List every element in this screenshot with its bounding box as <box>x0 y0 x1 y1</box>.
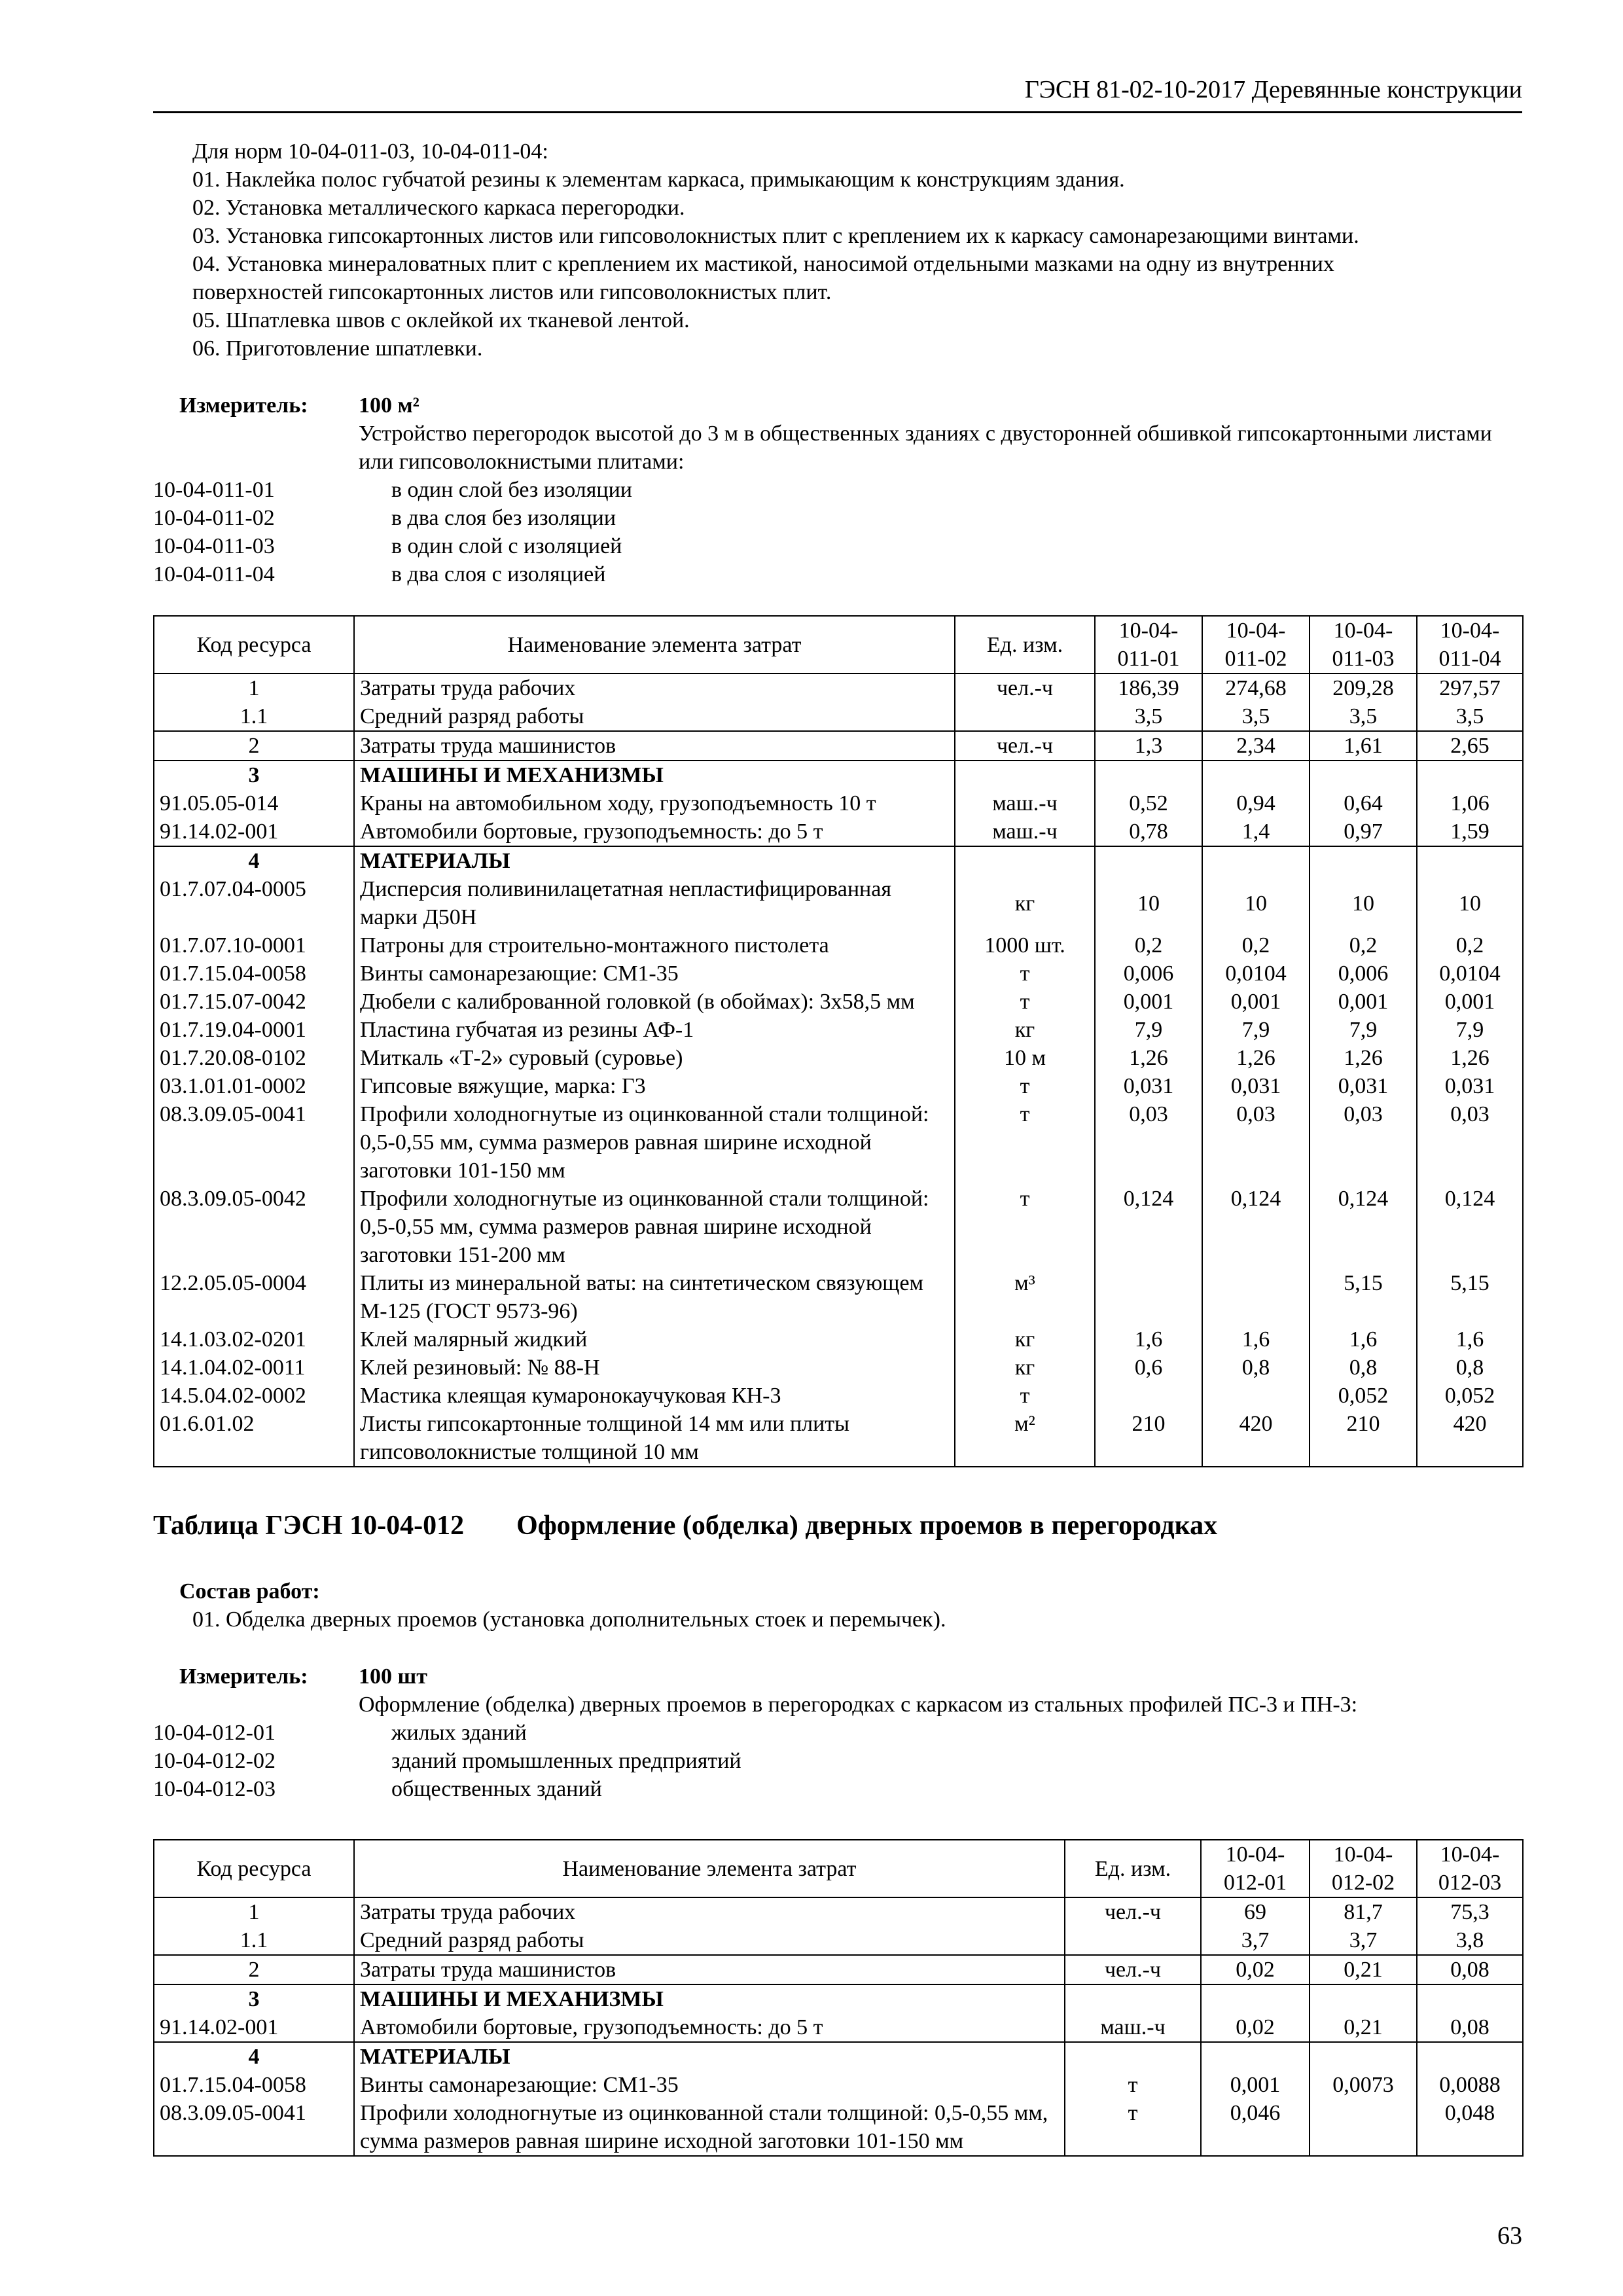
cell-resource-code: 01.7.07.10-0001 <box>154 931 354 960</box>
cell-value: 0,03 <box>1202 1100 1310 1185</box>
cell-value: 7,9 <box>1310 1016 1417 1044</box>
cell-resource-name: Профили холодногнутые из оцинкованной стали толщиной: 0,5-0,55 мм, сумма размеров равная ширине исходной заготовки 151-200 мм <box>354 1185 955 1269</box>
cell-resource-code: 14.5.04.02-0002 <box>154 1382 354 1410</box>
cell-resource-name: Затраты труда рабочих <box>354 1897 1065 1926</box>
meter-value: 100 шт <box>359 1664 427 1689</box>
table-row <box>154 1100 1523 1185</box>
cell-value: 297,57 <box>1417 673 1523 702</box>
cell-resource-name: Патроны для строительно-монтажного пистолета <box>354 931 955 960</box>
norm-code-row <box>153 560 1522 588</box>
cell-value <box>1417 761 1523 789</box>
cell-value: 186,39 <box>1095 673 1202 702</box>
cell-unit: т <box>955 1382 1095 1410</box>
cell-value: 0,21 <box>1310 1955 1417 1984</box>
cell-resource-name: Мастика клеящая кумаронокаучуковая КН-3 <box>354 1382 955 1410</box>
cell-resource-code: 14.1.03.02-0201 <box>154 1325 354 1354</box>
cell-unit: 1000 шт. <box>955 931 1095 960</box>
cell-unit: кг <box>955 1325 1095 1354</box>
table-row <box>154 1016 1523 1044</box>
cell-value <box>1310 1984 1417 2013</box>
cell-value: 1,59 <box>1417 817 1523 846</box>
cell-resource-code: 01.7.19.04-0001 <box>154 1016 354 1044</box>
table-row <box>154 731 1523 761</box>
table-row <box>154 1044 1523 1072</box>
cell-resource-code: 3 <box>154 761 354 789</box>
cell-value: 1,6 <box>1417 1325 1523 1354</box>
table-row <box>154 702 1523 731</box>
cell-resource-code: 08.3.09.05-0041 <box>154 1100 354 1185</box>
norm-code: 10-04-012-03 <box>153 1777 276 1801</box>
cell-resource-code: 3 <box>154 1984 354 2013</box>
cell-unit: т <box>1065 2071 1201 2099</box>
table-row <box>154 817 1523 846</box>
cell-value: 3,5 <box>1095 702 1202 731</box>
cell-value: 274,68 <box>1202 673 1310 702</box>
t2-sostav-block <box>153 1577 1522 1634</box>
cell-resource-name: Винты самонарезающие: СМ1-35 <box>354 960 955 988</box>
cell-value: 0,001 <box>1202 988 1310 1016</box>
cell-value: 10 <box>1095 875 1202 931</box>
table2-title <box>153 1512 1217 1540</box>
cell-value: 0,124 <box>1310 1185 1417 1269</box>
cell-value: 1,3 <box>1095 731 1202 761</box>
cell-unit <box>955 761 1095 789</box>
col-header-norm: 10-04-011-02 <box>1202 616 1310 673</box>
cell-value: 0,052 <box>1310 1382 1417 1410</box>
cell-resource-code: 4 <box>154 846 354 875</box>
cell-unit: кг <box>955 1016 1095 1044</box>
cell-unit: маш.-ч <box>955 789 1095 817</box>
cell-unit: чел.-ч <box>1065 1955 1201 1984</box>
cell-value <box>1417 2042 1523 2071</box>
cell-resource-code: 1 <box>154 1897 354 1926</box>
norm-desc: в один слой с изоляцией <box>391 534 622 558</box>
cell-value: 10 <box>1310 875 1417 931</box>
cell-resource-code: 1 <box>154 673 354 702</box>
cell-value: 5,15 <box>1310 1269 1417 1325</box>
sostav-item: 01. Обделка дверных проемов (установка дополнительных стоек и перемычек). <box>192 1607 946 1632</box>
cell-resource-code: 2 <box>154 1955 354 1984</box>
cell-value: 7,9 <box>1417 1016 1523 1044</box>
work-item: поверхностей гипсокартонных листов или гипсоволокнистых плит. <box>192 280 832 304</box>
cell-value <box>1310 846 1417 875</box>
cell-value: 0,031 <box>1417 1072 1523 1100</box>
cell-value: 1,26 <box>1417 1044 1523 1072</box>
cell-value <box>1095 846 1202 875</box>
cell-value: 0,2 <box>1417 931 1523 960</box>
cell-value: 0,02 <box>1201 1955 1310 1984</box>
table-row <box>154 960 1523 988</box>
cell-resource-name: Клей резиновый: № 88-Н <box>354 1354 955 1382</box>
cell-value: 210 <box>1095 1410 1202 1467</box>
cell-resource-name: Автомобили бортовые, грузоподъемность: до 5 т <box>354 2013 1065 2042</box>
table-row <box>154 1926 1523 1955</box>
cell-resource-name: Профили холодногнутые из оцинкованной стали толщиной: 0,5-0,55 мм, сумма размеров равная ширине исходной заготовки 101-150 мм <box>354 1100 955 1185</box>
table-row <box>154 875 1523 931</box>
cell-unit: т <box>955 1185 1095 1269</box>
norm-code: 10-04-012-02 <box>153 1749 276 1773</box>
cell-value: 3,5 <box>1310 702 1417 731</box>
norm-desc: жилых зданий <box>391 1721 527 1745</box>
cell-resource-name: Плиты из минеральной ваты: на синтетическом связующем М-125 (ГОСТ 9573-96) <box>354 1269 955 1325</box>
col-header-code: Код ресурса <box>154 616 354 673</box>
cell-value: 0,001 <box>1310 988 1417 1016</box>
cell-resource-name: Клей малярный жидкий <box>354 1325 955 1354</box>
cell-value <box>1417 846 1523 875</box>
cell-unit <box>955 846 1095 875</box>
work-composition-list <box>153 137 1522 363</box>
norm-code-row <box>153 1775 1522 1803</box>
cell-unit: маш.-ч <box>955 817 1095 846</box>
cell-value: 0,031 <box>1202 1072 1310 1100</box>
cell-value: 1,6 <box>1202 1325 1310 1354</box>
cell-value: 0,2 <box>1095 931 1202 960</box>
norm-desc: зданий промышленных предприятий <box>391 1749 741 1773</box>
col-header-norm: 10-04-011-03 <box>1310 616 1417 673</box>
table-row <box>154 1984 1523 2013</box>
cell-value: 1,26 <box>1202 1044 1310 1072</box>
cell-value: 3,5 <box>1417 702 1523 731</box>
work-item: 06. Приготовление шпатлевки. <box>192 336 483 361</box>
cell-resource-code: 2 <box>154 731 354 761</box>
col-header-unit: Ед. изм. <box>1065 1840 1201 1897</box>
cell-value: 1,4 <box>1202 817 1310 846</box>
norm-code: 10-04-011-02 <box>153 506 275 530</box>
cell-value: 1,61 <box>1310 731 1417 761</box>
cell-unit: кг <box>955 1354 1095 1382</box>
cell-value: 0,21 <box>1310 2013 1417 2042</box>
cell-unit: т <box>955 988 1095 1016</box>
work-item: 02. Установка металлического каркаса перегородки. <box>192 196 685 220</box>
cell-value: 0,006 <box>1310 960 1417 988</box>
work-item: 04. Установка минераловатных плит с креплением их мастикой, наносимой отдельными мазками на одну из внутренних <box>192 252 1334 276</box>
page-number: 63 <box>1497 2222 1522 2250</box>
cell-value: 0,52 <box>1095 789 1202 817</box>
cell-resource-code: 03.1.01.01-0002 <box>154 1072 354 1100</box>
cell-unit <box>1065 2042 1201 2071</box>
cell-unit: т <box>955 960 1095 988</box>
cell-value: 0,124 <box>1417 1185 1523 1269</box>
cell-value: 0,2 <box>1310 931 1417 960</box>
cell-resource-code: 4 <box>154 2042 354 2071</box>
cell-resource-name: Миткаль «Т-2» суровый (суровье) <box>354 1044 955 1072</box>
cell-value: 209,28 <box>1310 673 1417 702</box>
sostav-label: Состав работ: <box>179 1579 320 1604</box>
cell-value: 0,048 <box>1417 2099 1523 2156</box>
cell-value <box>1095 761 1202 789</box>
cell-value: 10 <box>1202 875 1310 931</box>
cell-unit: т <box>955 1100 1095 1185</box>
cell-resource-name: Винты самонарезающие: СМ1-35 <box>354 2071 1065 2099</box>
cell-unit: маш.-ч <box>1065 2013 1201 2042</box>
cell-value: 2,34 <box>1202 731 1310 761</box>
cell-value: 1,26 <box>1095 1044 1202 1072</box>
cell-resource-code: 1.1 <box>154 1926 354 1955</box>
cell-value <box>1202 846 1310 875</box>
cell-resource-code: 91.05.05-014 <box>154 789 354 817</box>
cell-resource-name: Дисперсия поливинилацетатная непластифицированная марки Д50Н <box>354 875 955 931</box>
cell-resource-name: Затраты труда машинистов <box>354 731 955 761</box>
cell-value: 420 <box>1417 1410 1523 1467</box>
cell-resource-name: МАТЕРИАЛЫ <box>354 846 955 875</box>
running-header <box>153 71 1522 113</box>
cell-value <box>1310 2042 1417 2071</box>
cell-resource-name: Дюбели с калиброванной головкой (в обоймах): 3х58,5 мм <box>354 988 955 1016</box>
cell-value: 0,006 <box>1095 960 1202 988</box>
norm-intro: Оформление (обделка) дверных проемов в перегородках с каркасом из стальных профилей ПС-3 и ПН-3: <box>359 1693 1358 1717</box>
cell-unit: 10 м <box>955 1044 1095 1072</box>
cell-value: 2,65 <box>1417 731 1523 761</box>
cell-value: 0,02 <box>1201 2013 1310 2042</box>
meter-label: Измеритель: <box>179 1664 308 1689</box>
cell-value: 3,8 <box>1417 1926 1523 1955</box>
cell-value: 1,6 <box>1095 1325 1202 1354</box>
cell-resource-code: 01.7.15.07-0042 <box>154 988 354 1016</box>
table-row <box>154 789 1523 817</box>
cell-value: 0,6 <box>1095 1354 1202 1382</box>
cell-resource-name: Краны на автомобильном ходу, грузоподъемность 10 т <box>354 789 955 817</box>
cell-resource-name: МАШИНЫ И МЕХАНИЗМЫ <box>354 761 955 789</box>
cell-value <box>1201 1984 1310 2013</box>
cell-unit: т <box>955 1072 1095 1100</box>
norm-code-row <box>153 476 1522 504</box>
cell-value <box>1310 761 1417 789</box>
cell-resource-code: 08.3.09.05-0042 <box>154 1185 354 1269</box>
col-header-unit: Ед. изм. <box>955 616 1095 673</box>
cell-unit: чел.-ч <box>955 673 1095 702</box>
table-row <box>154 931 1523 960</box>
cell-value: 3,7 <box>1201 1926 1310 1955</box>
norm-desc: в два слоя без изоляции <box>391 506 616 530</box>
cell-resource-code: 01.7.15.04-0058 <box>154 960 354 988</box>
table2-label: Таблица ГЭСН 10-04-012 <box>153 1511 465 1541</box>
cell-unit: чел.-ч <box>1065 1897 1201 1926</box>
cell-resource-code: 14.1.04.02-0011 <box>154 1354 354 1382</box>
cell-value: 0,0088 <box>1417 2071 1523 2099</box>
cell-resource-name: Средний разряд работы <box>354 702 955 731</box>
cell-resource-name: Листы гипсокартонные толщиной 14 мм или плиты гипсоволокнистые толщиной 10 мм <box>354 1410 955 1467</box>
col-header-norm: 10-04-012-02 <box>1310 1840 1417 1897</box>
cell-value: 1,6 <box>1310 1325 1417 1354</box>
cell-value: 0,0104 <box>1202 960 1310 988</box>
cell-value: 3,7 <box>1310 1926 1417 1955</box>
cell-value: 0,78 <box>1095 817 1202 846</box>
cell-resource-name: МАТЕРИАЛЫ <box>354 2042 1065 2071</box>
cell-value: 3,5 <box>1202 702 1310 731</box>
cell-unit: чел.-ч <box>955 731 1095 761</box>
cell-value: 0,046 <box>1201 2099 1310 2156</box>
table-row <box>154 2099 1523 2156</box>
table-row <box>154 1410 1523 1467</box>
cell-value: 10 <box>1417 875 1523 931</box>
cell-value: 81,7 <box>1310 1897 1417 1926</box>
cell-resource-name: Средний разряд работы <box>354 1926 1065 1955</box>
table-row <box>154 1897 1523 1926</box>
table-row <box>154 1955 1523 1984</box>
cell-value: 0,001 <box>1095 988 1202 1016</box>
cell-resource-code: 01.7.07.04-0005 <box>154 875 354 931</box>
cell-value: 0,031 <box>1310 1072 1417 1100</box>
cell-resource-name: Гипсовые вяжущие, марка: Г3 <box>354 1072 955 1100</box>
resource-table-2 <box>153 1839 1524 2157</box>
cell-value: 0,124 <box>1202 1185 1310 1269</box>
norm-code: 10-04-012-01 <box>153 1721 276 1745</box>
cell-value: 0,03 <box>1095 1100 1202 1185</box>
table-row <box>154 1072 1523 1100</box>
cell-resource-code: 91.14.02-001 <box>154 817 354 846</box>
norm-code-row <box>153 1747 1522 1775</box>
cell-resource-name: Затраты труда рабочих <box>354 673 955 702</box>
cell-value: 210 <box>1310 1410 1417 1467</box>
cell-value: 0,97 <box>1310 817 1417 846</box>
table-row <box>154 761 1523 789</box>
t2-meter-block <box>153 1662 1522 1803</box>
cell-value: 7,9 <box>1095 1016 1202 1044</box>
table-row <box>154 988 1523 1016</box>
cell-value: 0,031 <box>1095 1072 1202 1100</box>
cell-value: 0,0073 <box>1310 2071 1417 2099</box>
cell-resource-name: Профили холодногнутые из оцинкованной стали толщиной: 0,5-0,55 мм, сумма размеров равная ширине исходной заготовки 101-150 мм <box>354 2099 1065 2156</box>
cell-value: 420 <box>1202 1410 1310 1467</box>
cell-value: 0,08 <box>1417 1955 1523 1984</box>
cell-value: 0,64 <box>1310 789 1417 817</box>
cell-value: 0,8 <box>1310 1354 1417 1382</box>
cell-resource-code: 12.2.05.05-0004 <box>154 1269 354 1325</box>
cell-unit: м² <box>955 1410 1095 1467</box>
cell-unit: м³ <box>955 1269 1095 1325</box>
norm-desc: в два слоя с изоляцией <box>391 562 606 586</box>
norm-code-row <box>153 1719 1522 1747</box>
cell-value <box>1095 1269 1202 1325</box>
col-header-norm: 10-04-011-01 <box>1095 616 1202 673</box>
table-row <box>154 673 1523 702</box>
work-item: 03. Установка гипсокартонных листов или гипсоволокнистых плит с креплением их к каркасу самонарезающими винтами. <box>192 224 1359 248</box>
norm-code-row <box>153 504 1522 532</box>
cell-value: 0,03 <box>1310 1100 1417 1185</box>
table-row <box>154 2071 1523 2099</box>
cell-resource-name: Затраты труда машинистов <box>354 1955 1065 1984</box>
cell-value <box>1201 2042 1310 2071</box>
cell-unit: т <box>1065 2099 1201 2156</box>
cell-value: 0,8 <box>1202 1354 1310 1382</box>
norm-intro: Устройство перегородок высотой до 3 м в общественных зданиях с двусторонней обшивкой гипсокартонными листами или гипсоволокнистыми плитами: <box>359 422 1492 474</box>
table-row <box>154 846 1523 875</box>
cell-value: 0,001 <box>1417 988 1523 1016</box>
resource-table-1 <box>153 615 1524 1467</box>
cell-unit <box>1065 1984 1201 2013</box>
cell-resource-code: 08.3.09.05-0041 <box>154 2099 354 2156</box>
cell-value <box>1417 1984 1523 2013</box>
norm-code: 10-04-011-03 <box>153 534 275 558</box>
table-row <box>154 1354 1523 1382</box>
header-title: ГЭСН 81-02-10-2017 Деревянные конструкции <box>1024 76 1522 103</box>
cell-resource-code: 01.6.01.02 <box>154 1410 354 1467</box>
cell-value <box>1202 1269 1310 1325</box>
cell-value: 0,94 <box>1202 789 1310 817</box>
cell-value: 0,0104 <box>1417 960 1523 988</box>
meter-label: Измеритель: <box>179 393 308 418</box>
col-header-code: Код ресурса <box>154 1840 354 1897</box>
t1-meter-block <box>153 391 1522 588</box>
cell-value <box>1310 2099 1417 2156</box>
cell-resource-code: 01.7.20.08-0102 <box>154 1044 354 1072</box>
norm-desc: общественных зданий <box>391 1777 602 1801</box>
work-item: 05. Шпатлевка швов с оклейкой их тканевой лентой. <box>192 308 690 332</box>
col-header-norm: 10-04-011-04 <box>1417 616 1523 673</box>
cell-value: 0,052 <box>1417 1382 1523 1410</box>
cell-resource-code: 01.7.15.04-0058 <box>154 2071 354 2099</box>
cell-value: 1,26 <box>1310 1044 1417 1072</box>
col-header-norm: 10-04-012-01 <box>1201 1840 1310 1897</box>
table-row <box>154 1382 1523 1410</box>
table-row <box>154 1185 1523 1269</box>
cell-resource-name: Автомобили бортовые, грузоподъемность: до 5 т <box>354 817 955 846</box>
cell-value: 0,2 <box>1202 931 1310 960</box>
table-row <box>154 2042 1523 2071</box>
cell-value: 5,15 <box>1417 1269 1523 1325</box>
cell-unit <box>1065 1926 1201 1955</box>
work-item: 01. Наклейка полос губчатой резины к элементам каркаса, примыкающим к конструкциям здания. <box>192 168 1125 192</box>
cell-value: 0,8 <box>1417 1354 1523 1382</box>
cell-resource-name: МАШИНЫ И МЕХАНИЗМЫ <box>354 1984 1065 2013</box>
cell-value: 7,9 <box>1202 1016 1310 1044</box>
table2-name: Оформление (обделка) дверных проемов в перегородках <box>516 1511 1218 1541</box>
cell-unit: кг <box>955 875 1095 931</box>
norm-code: 10-04-011-04 <box>153 562 275 586</box>
table-row <box>154 1269 1523 1325</box>
norm-code-row <box>153 532 1522 560</box>
table-row <box>154 2013 1523 2042</box>
cell-value: 0,124 <box>1095 1185 1202 1269</box>
cell-resource-name: Пластина губчатая из резины АФ-1 <box>354 1016 955 1044</box>
cell-value: 75,3 <box>1417 1897 1523 1926</box>
cell-value: 69 <box>1201 1897 1310 1926</box>
col-header-name: Наименование элемента затрат <box>354 1840 1065 1897</box>
cell-value <box>1202 1382 1310 1410</box>
cell-unit <box>955 702 1095 731</box>
table-row <box>154 1325 1523 1354</box>
cell-value <box>1202 761 1310 789</box>
cell-value: 0,08 <box>1417 2013 1523 2042</box>
cell-value: 0,03 <box>1417 1100 1523 1185</box>
cell-value: 0,001 <box>1201 2071 1310 2099</box>
norm-code: 10-04-011-01 <box>153 478 275 502</box>
col-header-name: Наименование элемента затрат <box>354 616 955 673</box>
work-list-intro: Для норм 10-04-011-03, 10-04-011-04: <box>192 139 548 164</box>
col-header-norm: 10-04-012-03 <box>1417 1840 1523 1897</box>
meter-value: 100 м² <box>359 393 419 418</box>
cell-resource-code: 1.1 <box>154 702 354 731</box>
cell-value <box>1095 1382 1202 1410</box>
norm-desc: в один слой без изоляции <box>391 478 632 502</box>
cell-value: 1,06 <box>1417 789 1523 817</box>
cell-resource-code: 91.14.02-001 <box>154 2013 354 2042</box>
